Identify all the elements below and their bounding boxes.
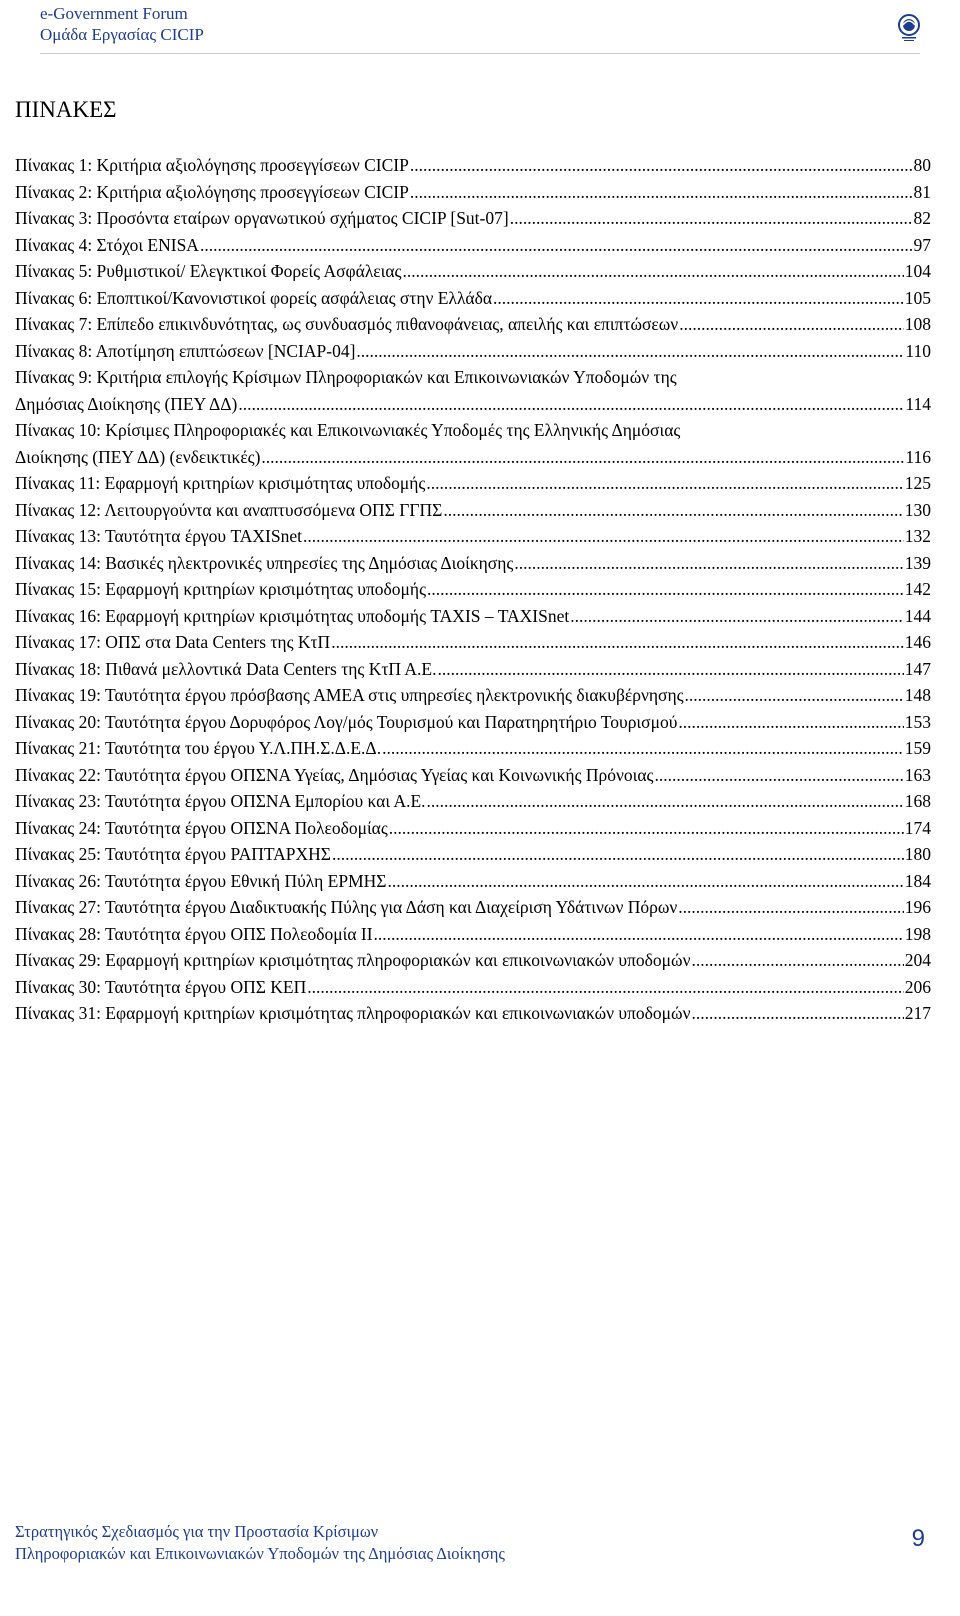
toc-entry[interactable] xyxy=(15,444,931,471)
page-footer xyxy=(15,1521,931,1571)
toc-dot-leader xyxy=(679,311,904,338)
toc-entry[interactable] xyxy=(15,550,931,577)
toc-dot-leader xyxy=(678,709,903,736)
toc-dot-leader xyxy=(427,788,904,815)
toc-entry-label: Πίνακας 11: Εφαρμογή κριτηρίων κρισιμότητας υποδομής xyxy=(15,473,426,493)
toc-entry-label: Πίνακας 23: Ταυτότητα έργου ΟΠΣΝΑ Εμπορίου και Α.Ε. xyxy=(15,791,426,811)
toc-entry-page-number: 104 xyxy=(904,261,931,281)
toc-entry-label: Διοίκησης (ΠΕΥ ΔΔ) (ενδεικτικές) xyxy=(15,446,261,467)
toc-entry-label: Πίνακας 19: Ταυτότητα έργου πρόσβασης ΑΜΕΑ στις υπηρεσίες ηλεκτρονικής διακυβέρνησης xyxy=(15,685,684,705)
toc-entry-page-number: 153 xyxy=(904,711,931,732)
toc-entry-page-number: 144 xyxy=(904,605,931,626)
toc-entry[interactable] xyxy=(15,841,931,868)
toc-entry-label: Πίνακας 1: Κριτήρια αξιολόγησης προσεγγίσεων CICIP xyxy=(15,155,409,175)
toc-entry-label: Πίνακας 26: Ταυτότητα έργου Εθνική Πύλη ΕΡΜΗΣ xyxy=(15,870,387,891)
toc-entry[interactable] xyxy=(15,629,931,656)
toc-dot-leader xyxy=(402,258,903,285)
toc-dot-leader xyxy=(692,947,904,974)
toc-entry[interactable] xyxy=(15,391,931,418)
header-forum-name: e-Government Forum xyxy=(40,4,188,23)
toc-dot-leader xyxy=(200,232,913,259)
toc-entry[interactable] xyxy=(15,179,931,206)
toc-entry-page-number: 139 xyxy=(904,552,931,573)
forum-emblem-icon xyxy=(896,13,922,43)
toc-dot-leader xyxy=(303,523,904,550)
toc-entry-first-line[interactable]: Πίνακας 9: Κριτήρια επιλογής Κρίσιμων Πληροφοριακών και Επικοινωνιακών Υποδομών της xyxy=(15,367,677,387)
toc-entry[interactable] xyxy=(15,576,931,603)
toc-entry-page-number: 180 xyxy=(904,844,931,864)
toc-dot-leader xyxy=(410,152,913,179)
toc-entry-page-number: 206 xyxy=(904,976,931,997)
toc-entry-page-number: 81 xyxy=(913,181,931,202)
toc-dot-leader xyxy=(692,1000,904,1027)
toc-entry-page-number: 110 xyxy=(905,340,931,361)
toc-dot-leader xyxy=(678,894,903,921)
toc-entry[interactable] xyxy=(15,470,931,497)
toc-entry[interactable] xyxy=(15,232,931,259)
toc-entry-page-number: 196 xyxy=(904,897,931,917)
toc-dot-leader xyxy=(570,603,904,630)
toc-dot-leader xyxy=(514,550,903,577)
page-title: ΠΙΝΑΚΕΣ xyxy=(15,97,117,122)
toc-entry[interactable] xyxy=(15,656,931,683)
toc-entry-label: Πίνακας 29: Εφαρμογή κριτηρίων κρισιμότητας πληροφοριακών και επικοινωνιακών υποδομών xyxy=(15,950,691,970)
toc-dot-leader xyxy=(389,815,904,842)
toc-entry-label: Πίνακας 27: Ταυτότητα έργου Διαδικτυακής Πύλης για Δάση και Διαχείριση Υδάτινων Πόρων xyxy=(15,897,678,917)
toc-entry[interactable] xyxy=(15,258,931,285)
toc-entry-label: Πίνακας 3: Προσόντα εταίρων οργανωτικού σχήματος CICIP [Sut-07] xyxy=(15,208,509,228)
toc-dot-leader xyxy=(426,470,903,497)
header-divider xyxy=(40,53,920,54)
toc-entry[interactable] xyxy=(15,709,931,736)
toc-entry-label: Πίνακας 14: Βασικές ηλεκτρονικές υπηρεσίες της Δημόσιας Διοίκησης xyxy=(15,552,514,573)
toc-entry-page-number: 148 xyxy=(904,685,931,705)
toc-entry-page-number: 217 xyxy=(904,1003,931,1023)
toc-dot-leader xyxy=(438,656,904,683)
toc-entry-page-number: 116 xyxy=(905,446,931,467)
toc-dot-leader xyxy=(410,179,913,206)
toc-entry[interactable] xyxy=(15,815,931,842)
toc-entry[interactable] xyxy=(15,205,931,232)
toc-dot-leader xyxy=(331,629,904,656)
toc-entry-label: Πίνακας 20: Ταυτότητα έργου Δορυφόρος Λογ/μός Τουρισμού και Παρατηρητήριο Τουρισμού xyxy=(15,711,678,732)
toc-entry-page-number: 146 xyxy=(904,632,931,652)
toc-entry-page-number: 97 xyxy=(913,234,931,255)
toc-entry[interactable] xyxy=(15,894,931,921)
toc-entry-page-number: 204 xyxy=(904,950,931,970)
table-of-tables xyxy=(15,152,931,1027)
toc-entry-page-number: 147 xyxy=(904,658,931,679)
toc-entry-label: Πίνακας 28: Ταυτότητα έργου ΟΠΣ Πολεοδομία ΙΙ xyxy=(15,923,373,944)
toc-dot-leader xyxy=(238,391,904,418)
toc-entry-label: Πίνακας 24: Ταυτότητα έργου ΟΠΣΝΑ Πολεοδομίας xyxy=(15,817,388,838)
toc-dot-leader xyxy=(261,444,904,471)
toc-entry[interactable] xyxy=(15,947,931,974)
toc-entry-label: Πίνακας 30: Ταυτότητα έργου ΟΠΣ ΚΕΠ xyxy=(15,976,307,997)
toc-entry-label: Πίνακας 17: ΟΠΣ στα Data Centers της ΚτΠ xyxy=(15,632,331,652)
toc-dot-leader xyxy=(493,285,904,312)
toc-dot-leader xyxy=(307,974,903,1001)
toc-entry-page-number: 130 xyxy=(904,499,931,520)
toc-entry[interactable] xyxy=(15,735,931,762)
toc-dot-leader xyxy=(382,735,904,762)
toc-dot-leader xyxy=(356,338,904,365)
toc-entry-page-number: 198 xyxy=(904,923,931,944)
header-working-group: Ομάδα Εργασίας CICIP xyxy=(40,25,204,44)
toc-entry-label: Πίνακας 6: Εποπτικοί/Κανονιστικοί φορείς ασφάλειας στην Ελλάδα xyxy=(15,287,493,308)
toc-entry-label: Πίνακας 31: Εφαρμογή κριτηρίων κρισιμότητας πληροφοριακών και επικοινωνιακών υποδομών xyxy=(15,1003,691,1023)
toc-entry[interactable] xyxy=(15,1000,931,1027)
toc-entry-label: Πίνακας 5: Ρυθμιστικοί/ Ελεγκτικοί Φορείς Ασφάλειας xyxy=(15,261,402,281)
toc-entry[interactable] xyxy=(15,338,931,365)
toc-entry-page-number: 159 xyxy=(904,738,931,758)
toc-entry-label: Πίνακας 16: Εφαρμογή κριτηρίων κρισιμότητας υποδομής TAXIS – TAXISnet xyxy=(15,605,570,626)
toc-entry-page-number: 82 xyxy=(913,208,931,228)
toc-entry-label: Πίνακας 22: Ταυτότητα έργου ΟΠΣΝΑ Υγείας, Δημόσιας Υγείας και Κοινωνικής Πρόνοιας xyxy=(15,764,654,785)
toc-entry-label: Πίνακας 18: Πιθανά μελλοντικά Data Centers της ΚτΠ Α.Ε. xyxy=(15,658,437,679)
toc-entry-page-number: 184 xyxy=(904,870,931,891)
toc-dot-leader xyxy=(443,497,903,524)
toc-dot-leader xyxy=(387,868,903,895)
toc-entry[interactable] xyxy=(15,285,931,312)
toc-entry[interactable] xyxy=(15,603,931,630)
toc-entry-page-number: 174 xyxy=(904,817,931,838)
toc-entry-page-number: 142 xyxy=(904,579,931,599)
toc-entry-page-number: 168 xyxy=(904,791,931,811)
toc-entry-page-number: 132 xyxy=(904,526,931,546)
toc-entry-label: Πίνακας 2: Κριτήρια αξιολόγησης προσεγγίσεων CICIP xyxy=(15,181,409,202)
footer-page-number: 9 xyxy=(911,1525,925,1552)
toc-entry[interactable] xyxy=(15,868,931,895)
toc-entry-page-number: 114 xyxy=(905,393,931,414)
footer-document-title-line2: Πληροφοριακών και Επικοινωνιακών Υποδομών της Δημόσιας Διοίκησης xyxy=(15,1544,505,1563)
toc-dot-leader xyxy=(510,205,913,232)
toc-dot-leader xyxy=(427,576,904,603)
toc-entry[interactable] xyxy=(15,311,931,338)
toc-entry[interactable] xyxy=(15,682,931,709)
toc-dot-leader xyxy=(685,682,904,709)
toc-entry-label: Πίνακας 13: Ταυτότητα έργου TAXISnet xyxy=(15,526,302,546)
footer-document-title-line1: Στρατηγικός Σχεδιασμός για την Προστασία Κρίσιμων xyxy=(15,1522,379,1541)
toc-entry-label: Πίνακας 25: Ταυτότητα έργου ΡΑΠΤΑΡΧΗΣ xyxy=(15,844,331,864)
toc-entry[interactable] xyxy=(15,762,931,789)
toc-entry-first-line[interactable]: Πίνακας 10: Κρίσιμες Πληροφοριακές και Επικοινωνιακές Υποδομές της Ελληνικής Δημόσιας xyxy=(15,420,681,440)
toc-entry-label: Πίνακας 12: Λειτουργούντα και αναπτυσσόμενα ΟΠΣ ΓΓΠΣ xyxy=(15,499,443,520)
toc-entry-page-number: 80 xyxy=(913,155,931,175)
toc-entry-label: Πίνακας 4: Στόχοι ENISA xyxy=(15,234,199,255)
toc-entry[interactable] xyxy=(15,523,931,550)
toc-dot-leader xyxy=(332,841,904,868)
toc-entry[interactable] xyxy=(15,921,931,948)
toc-entry-page-number: 108 xyxy=(904,314,931,334)
toc-entry[interactable] xyxy=(15,974,931,1001)
toc-entry-label: Πίνακας 7: Επίπεδο επικινδυνότητας, ως συνδυασμός πιθανοφάνειας, απειλής και επιπτώσεων xyxy=(15,314,679,334)
page-header xyxy=(40,3,920,51)
toc-entry-label: Πίνακας 15: Εφαρμογή κριτηρίων κρισιμότητας υποδομής xyxy=(15,579,427,599)
toc-entry-label: Δημόσιας Διοίκησης (ΠΕΥ ΔΔ) xyxy=(15,393,238,414)
toc-entry[interactable] xyxy=(15,152,931,179)
toc-dot-leader xyxy=(374,921,904,948)
toc-entry-label: Πίνακας 21: Ταυτότητα του έργου Υ.Λ.ΠΗ.Σ.Δ.Ε.Δ. xyxy=(15,738,382,758)
toc-entry-page-number: 125 xyxy=(904,473,931,493)
toc-entry[interactable] xyxy=(15,497,931,524)
toc-dot-leader xyxy=(654,762,903,789)
toc-entry-page-number: 105 xyxy=(904,287,931,308)
toc-entry[interactable] xyxy=(15,788,931,815)
toc-entry-page-number: 163 xyxy=(904,764,931,785)
toc-entry-label: Πίνακας 8: Αποτίμηση επιπτώσεων [NCIAP-04] xyxy=(15,340,356,361)
